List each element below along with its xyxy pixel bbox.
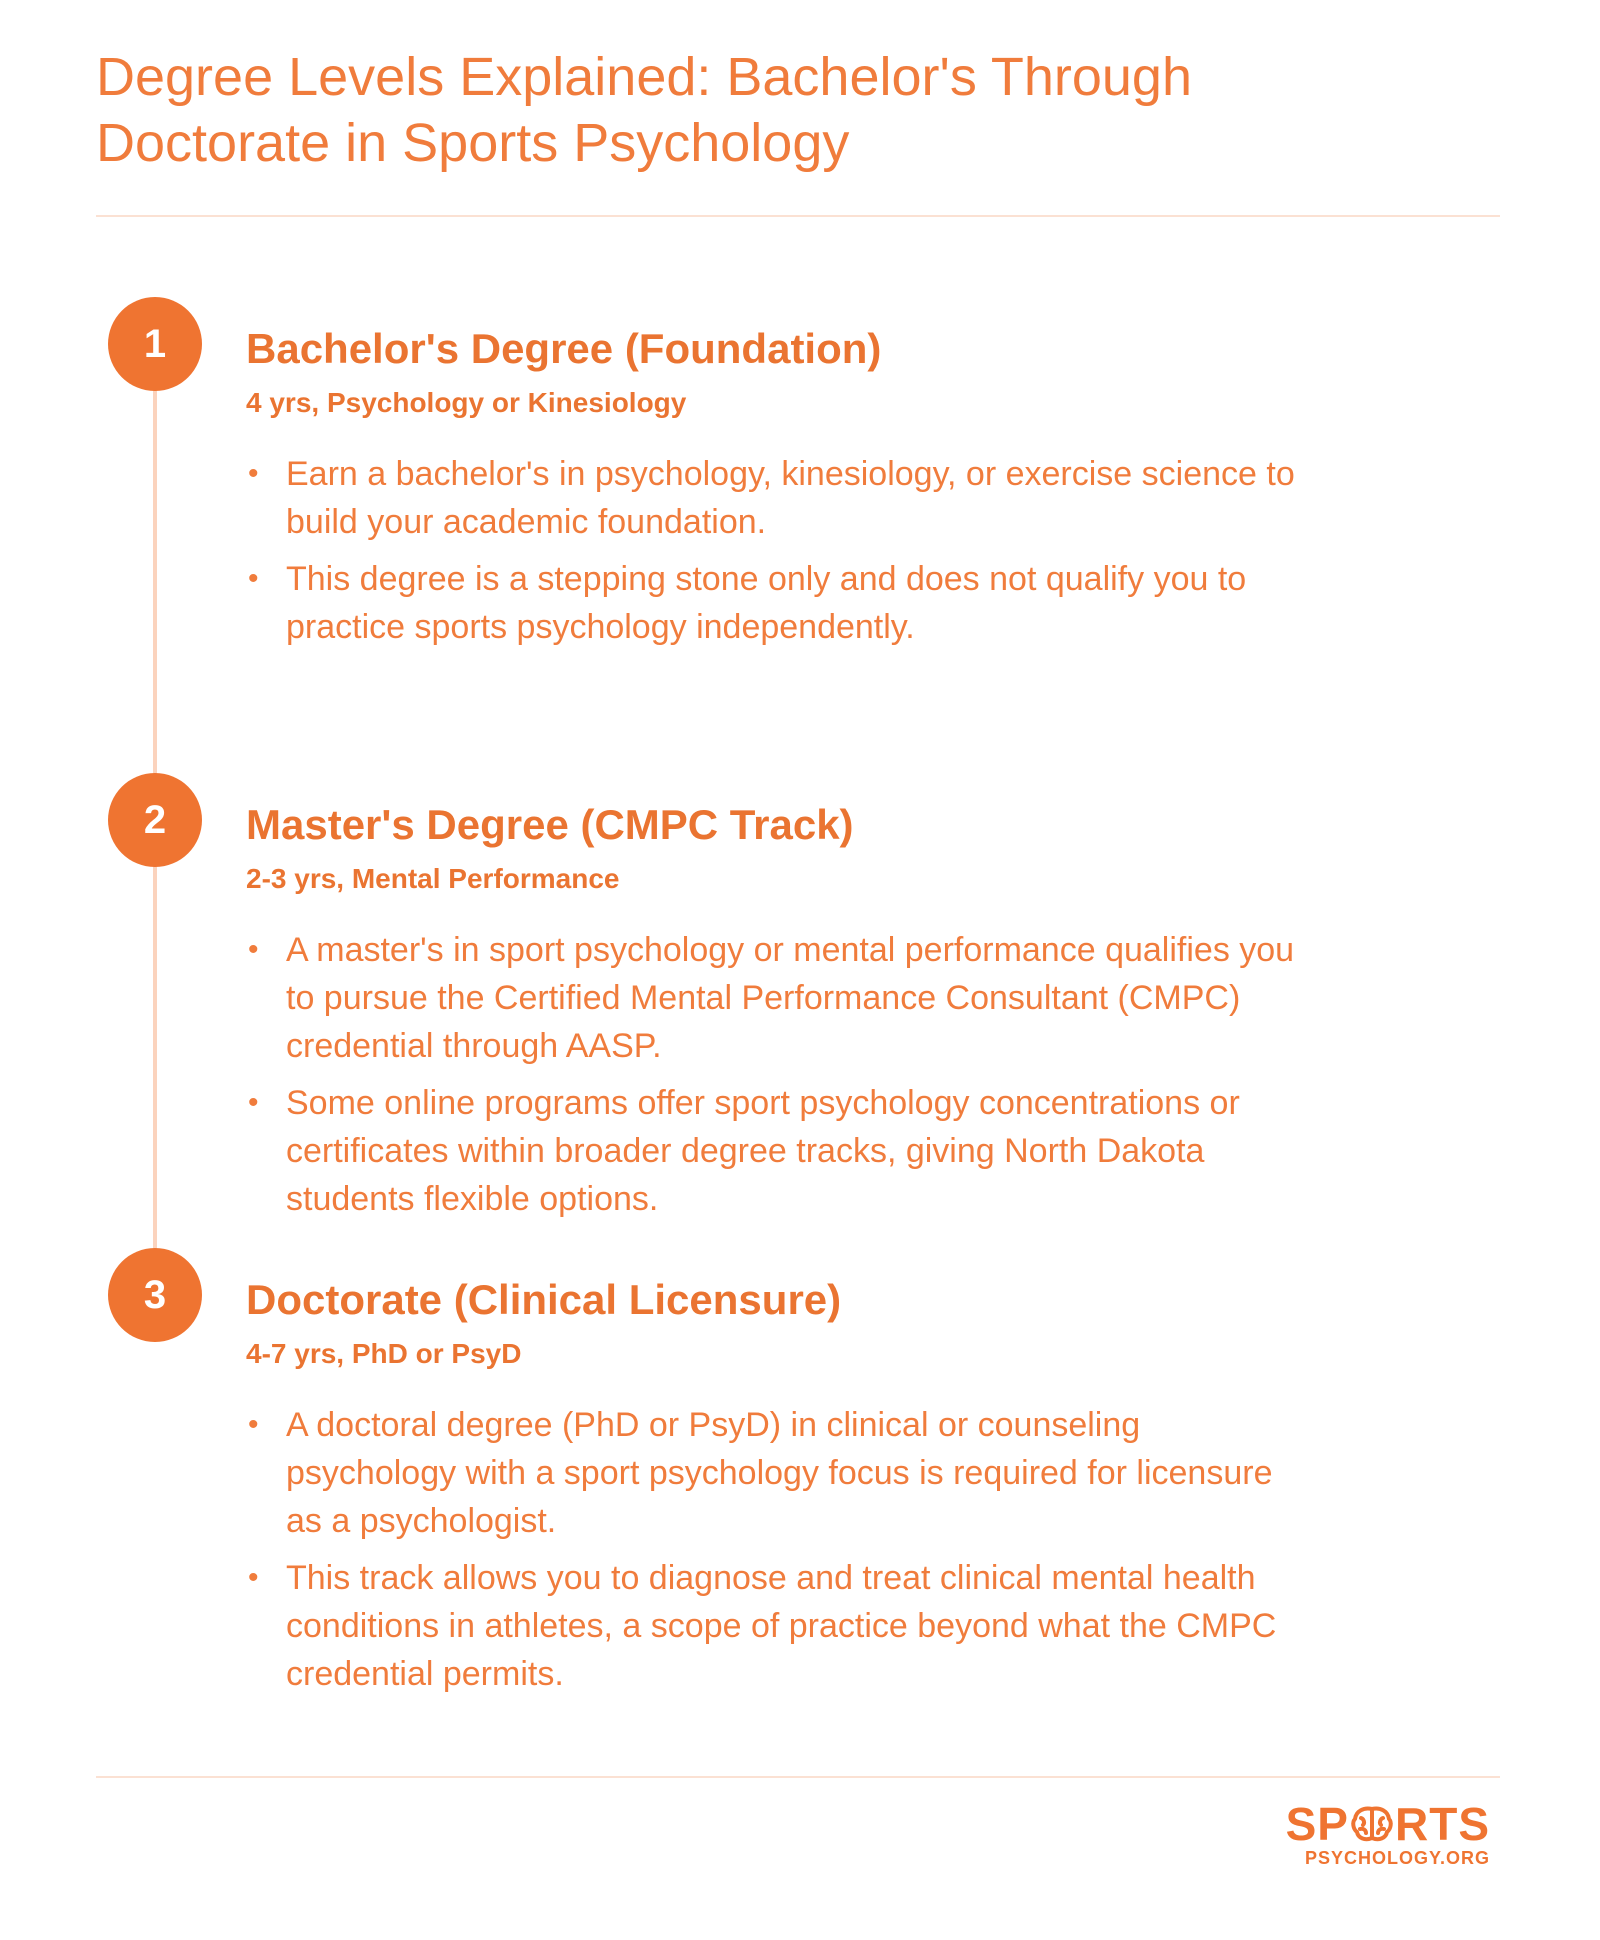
list-item	[246, 1401, 1326, 1545]
step-subtitle: 4 yrs, Psychology or Kinesiology	[246, 387, 687, 418]
sportspsychology-logo[interactable]	[1270, 1800, 1490, 1868]
step-number-2: 2	[108, 773, 202, 867]
bullet-icon: •	[248, 1086, 259, 1119]
bullet-icon: •	[248, 1561, 259, 1594]
bullet-text: A doctoral degree (PhD or PsyD) in clinical or counseling psychology with a sport psychology focus is required for licensure as a psychologist.	[286, 1406, 1273, 1540]
step-title: Doctorate (Clinical Licensure)	[246, 1276, 842, 1323]
list-item	[246, 555, 1326, 651]
bottom-divider	[96, 1776, 1500, 1778]
bullet-list	[246, 926, 1326, 1223]
page-title: Degree Levels Explained: Bachelor's Through Doctorate in Sports Psychology	[96, 47, 1192, 173]
step-subtitle: 4-7 yrs, PhD or PsyD	[246, 1338, 522, 1369]
bullet-icon: •	[248, 562, 259, 595]
top-divider	[96, 215, 1500, 217]
step-title: Bachelor's Degree (Foundation)	[246, 325, 882, 372]
step-number-3: 3	[108, 1248, 202, 1342]
step-number-1: 1	[108, 297, 202, 391]
bullet-text: This degree is a stepping stone only and does not qualify you to practice sports psychology independently.	[286, 560, 1247, 646]
list-item	[246, 450, 1326, 546]
bullet-text: Earn a bachelor's in psychology, kinesiology, or exercise science to build your academic foundation.	[286, 455, 1295, 541]
bullet-icon: •	[248, 1408, 259, 1441]
step-title: Master's Degree (CMPC Track)	[246, 801, 854, 848]
list-item	[246, 926, 1326, 1070]
list-item	[246, 1079, 1326, 1223]
logo-wordmark	[1270, 1800, 1490, 1848]
bullet-icon: •	[248, 457, 259, 490]
logo-subtext: PSYCHOLOGY.ORG	[1304, 1848, 1490, 1868]
logo-text-left: SP	[1285, 1798, 1349, 1850]
step-subtitle: 2-3 yrs, Mental Performance	[246, 863, 620, 894]
bullet-text: This track allows you to diagnose and treat clinical mental health conditions in athletes, a scope of practice beyond what the CMPC credential permits.	[286, 1559, 1277, 1693]
step-2	[246, 800, 1326, 1232]
step-3	[246, 1275, 1326, 1707]
bullet-text: Some online programs offer sport psychology concentrations or certificates within broader degree tracks, giving North Dakota students flexible options.	[286, 1084, 1240, 1218]
bullet-list	[246, 1401, 1326, 1698]
step-1	[246, 324, 1326, 660]
bullet-text: A master's in sport psychology or mental performance qualifies you to pursue the Certified Mental Performance Consultant (CMPC) credential through AASP.	[286, 931, 1295, 1065]
logo-text-right: RTS	[1395, 1798, 1490, 1850]
bullet-icon: •	[248, 933, 259, 966]
list-item	[246, 1554, 1326, 1698]
brain-icon	[1350, 1805, 1394, 1843]
bullet-list	[246, 450, 1326, 651]
